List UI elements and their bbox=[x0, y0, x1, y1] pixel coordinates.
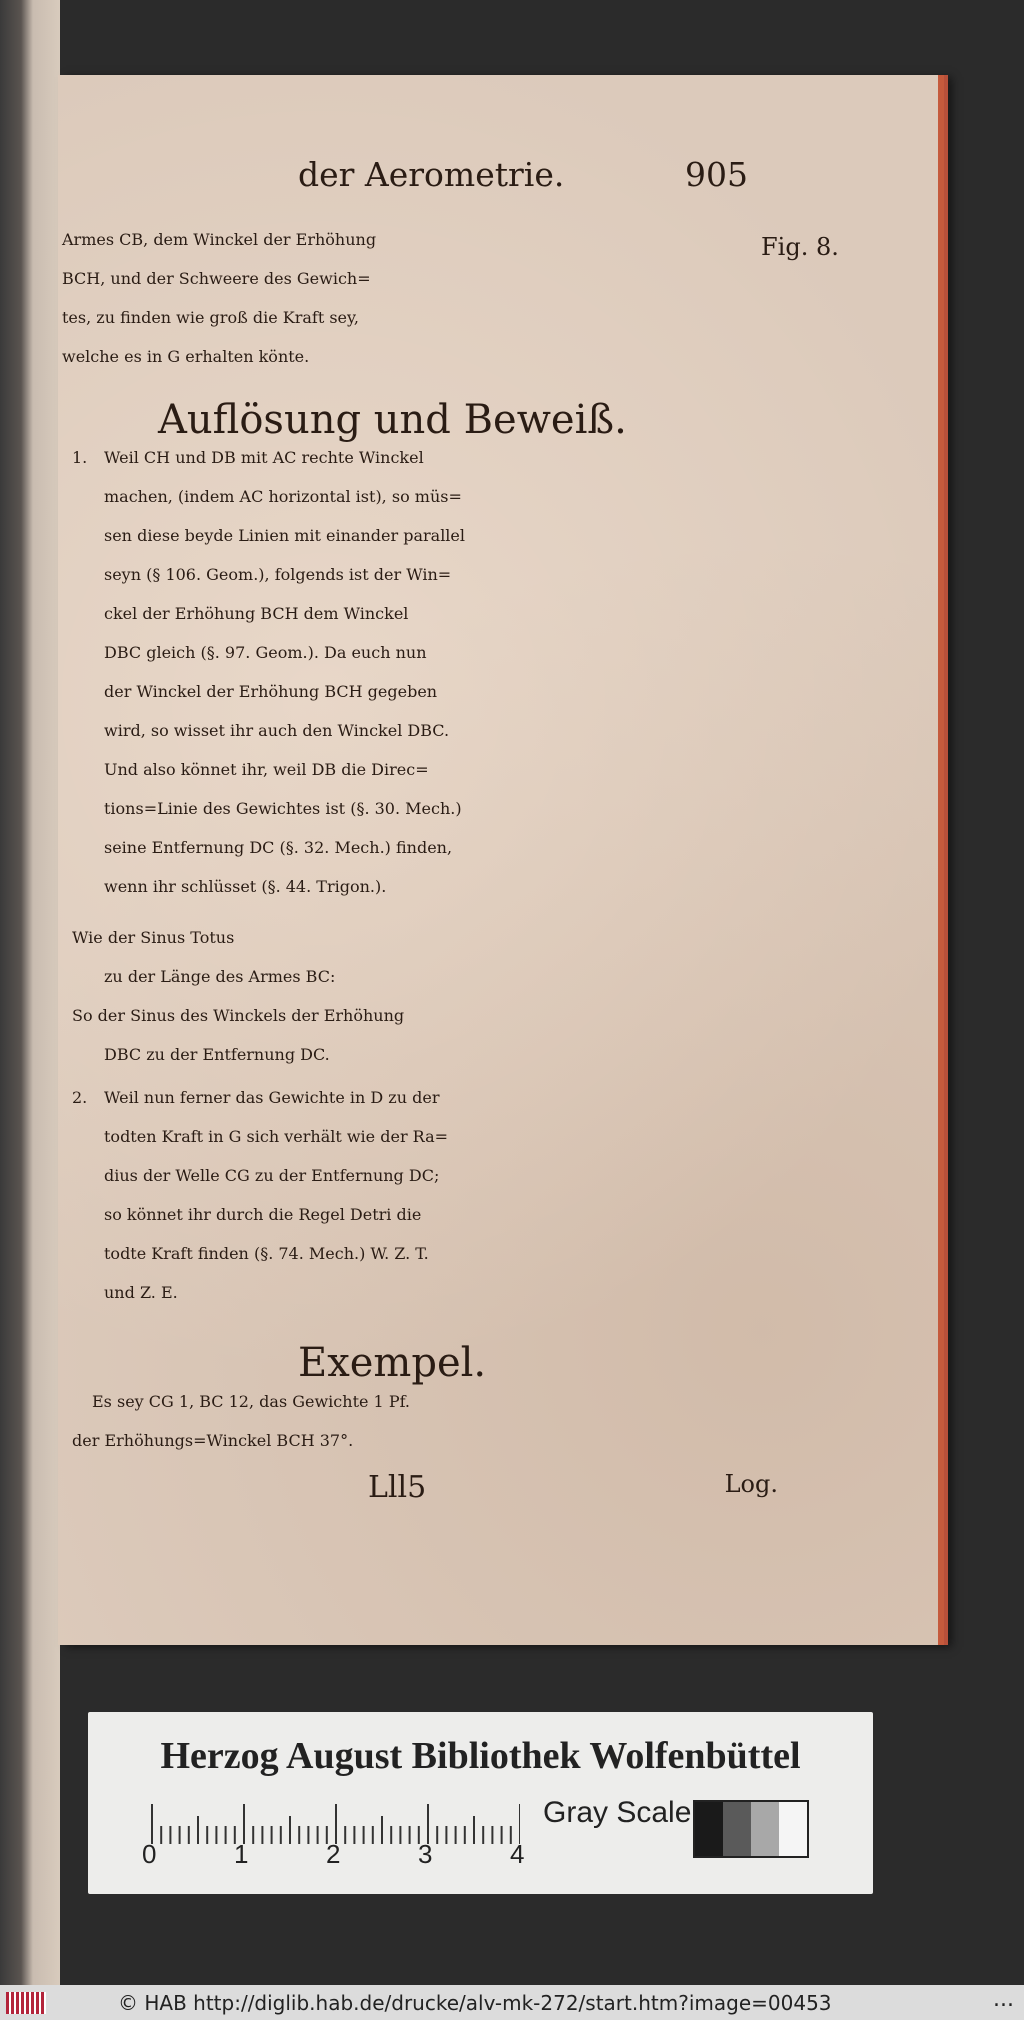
text-line: tes, zu finden wie groß die Kraft sey, bbox=[62, 308, 360, 327]
hab-logo-icon bbox=[6, 1992, 46, 2014]
text-line: wenn ihr schlüsset (§. 44. Trigon.). bbox=[104, 877, 387, 896]
copyright-link[interactable]: © HAB http://diglib.hab.de/drucke/alv-mk-272/start.htm?image=00453 bbox=[118, 1991, 832, 2015]
text-line: tions=Linie des Gewichtes ist (§. 30. Mech.) bbox=[104, 799, 462, 818]
gray-scale-label: Gray Scale bbox=[543, 1796, 692, 1829]
gray-swatch bbox=[751, 1802, 779, 1856]
scale-number: 3 bbox=[418, 1839, 433, 1869]
text-line: dius der Welle CG zu der Entfernung DC; bbox=[104, 1166, 440, 1185]
catchword: Log. bbox=[724, 1470, 778, 1498]
scale-number: 0 bbox=[142, 1839, 157, 1869]
gray-swatch bbox=[779, 1802, 807, 1856]
text-line: todte Kraft finden (§. 74. Mech.) W. Z. T. bbox=[104, 1244, 429, 1263]
proportion-line: DBC zu der Entfernung DC. bbox=[104, 1045, 330, 1064]
text-line: der Erhöhungs=Winckel BCH 37°. bbox=[72, 1431, 354, 1450]
signature-mark: Lll5 bbox=[368, 1470, 427, 1505]
figure-reference: Fig. 8. bbox=[761, 233, 839, 261]
gray-swatch bbox=[695, 1802, 723, 1856]
item-number: 2. bbox=[72, 1088, 88, 1107]
text-line: Armes CB, dem Winckel der Erhöhung bbox=[62, 230, 377, 249]
text-line: BCH, und der Schweere des Gewich= bbox=[62, 269, 371, 288]
text-line: todten Kraft in G sich verhält wie der Ra= bbox=[104, 1127, 449, 1146]
proportion-line: So der Sinus des Winckels der Erhöhung bbox=[72, 1006, 405, 1025]
viewer-footer bbox=[0, 1985, 1024, 2020]
text-line: DBC gleich (§. 97. Geom.). Da euch nun bbox=[104, 643, 427, 662]
text-line: wird, so wisset ihr auch den Winckel DBC. bbox=[104, 721, 450, 740]
scale-number: 1 bbox=[234, 1839, 249, 1869]
text-line: der Winckel der Erhöhung BCH gegeben bbox=[104, 682, 438, 701]
text-line: Es sey CG 1, BC 12, das Gewichte 1 Pf. bbox=[92, 1392, 411, 1411]
text-line: Weil nun ferner das Gewichte in D zu der bbox=[104, 1088, 440, 1107]
text-line: seyn (§ 106. Geom.), folgends ist der Win= bbox=[104, 565, 452, 584]
text-line: so könnet ihr durch die Regel Detri die bbox=[104, 1205, 422, 1224]
previous-page-edge bbox=[0, 0, 60, 1985]
library-name: Herzog August Bibliothek Wolfenbüttel bbox=[160, 1735, 801, 1777]
text-line: und Z. E. bbox=[104, 1283, 178, 1302]
more-options-icon[interactable]: ... bbox=[993, 1987, 1014, 2012]
item-number: 1. bbox=[72, 448, 88, 467]
library-scale-card bbox=[88, 1712, 873, 1894]
text-line: seine Entfernung DC (§. 32. Mech.) finden, bbox=[104, 838, 453, 857]
proportion-line: zu der Länge des Armes BC: bbox=[104, 967, 336, 986]
gray-swatch bbox=[723, 1802, 751, 1856]
scale-number: 2 bbox=[326, 1839, 341, 1869]
scale-number: 4 bbox=[510, 1839, 525, 1869]
proportion-line: Wie der Sinus Totus bbox=[72, 928, 235, 947]
section-heading: Auflösung und Beweiß. bbox=[158, 397, 627, 443]
running-head: der Aerometrie. bbox=[298, 155, 565, 194]
measurement-ruler bbox=[142, 1802, 525, 1869]
book-page bbox=[58, 75, 944, 1645]
text-line: ckel der Erhöhung BCH dem Winckel bbox=[104, 604, 409, 623]
example-heading: Exempel. bbox=[298, 1340, 487, 1386]
text-line: sen diese beyde Linien mit einander parallel bbox=[104, 526, 466, 545]
text-line: Und also könnet ihr, weil DB die Direc= bbox=[104, 760, 429, 779]
page-header bbox=[228, 155, 748, 203]
text-line: welche es in G erhalten könte. bbox=[62, 347, 310, 366]
text-line: Weil CH und DB mit AC rechte Winckel bbox=[104, 448, 424, 467]
gray-scale-swatches bbox=[693, 1800, 809, 1858]
page-number: 905 bbox=[685, 155, 748, 194]
text-line: machen, (indem AC horizontal ist), so müs= bbox=[104, 487, 462, 506]
